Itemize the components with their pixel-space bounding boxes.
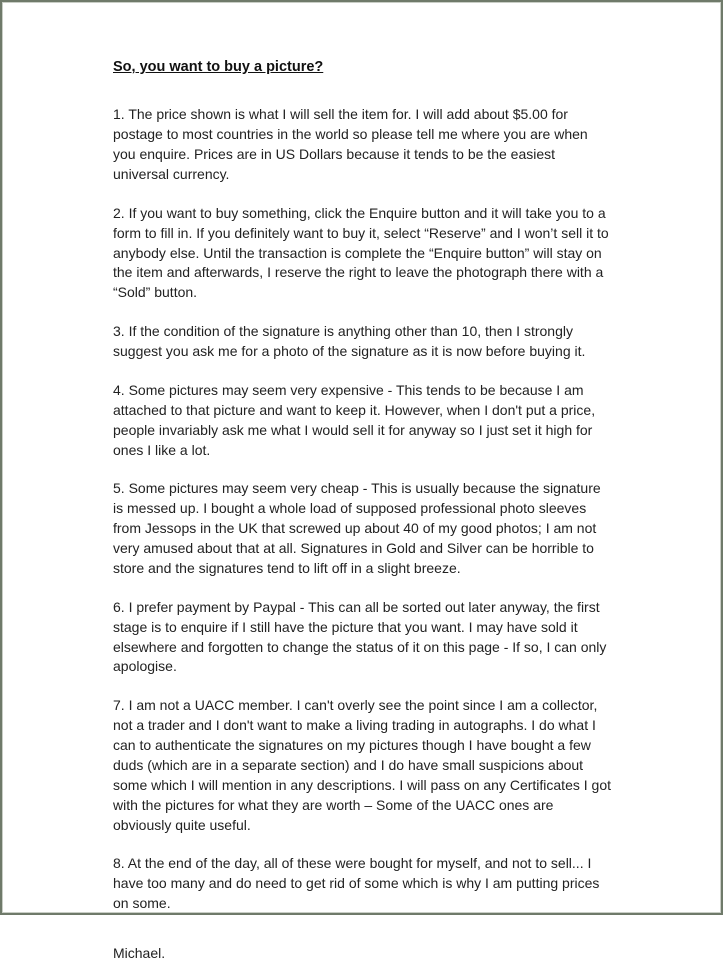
- signature-line: Michael.: [113, 945, 166, 962]
- paragraph-1: 1. The price shown is what I will sell the item for. I will add about $5.00 for postage to most countries in the world so please tell me where you are when you enquire. Prices are in US Dollars because it tends to be the easiest universal currency.: [113, 106, 588, 182]
- paragraph-5: 5. Some pictures may seem very cheap - This is usually because the signature is messed up. I bought a whole load of supposed professional photo sleeves from Jessops in the UK that screwed up about 40 of my good photos; I am not very amused about that at all. Signatures in Gold and Silver can be horrible to store and the signatures tend to lift off in a slight breeze.: [113, 480, 601, 576]
- paragraph-2: 2. If you want to buy something, click the Enquire button and it will take you to a form to fill in. If you definitely want to buy it, select “Reserve” and I won’t sell it to anybody else. Until the transaction is complete the “Enquire button” will stay on the item and afterwards, I reserve the right to leave the photograph there with a “Sold” button.: [113, 204, 609, 301]
- paragraph-7: 7. I am not a UACC member. I can't overly see the point since I am a collector, not a trader and I don't want to make a living trading in autographs. I do what I can to authenticate the signatures on my pictures though I have bought a few duds (which are in a separate section) and I do have small suspicions about some which I will mention in any descriptions. I will pass on any Certificates I got with the pictures for what they are worth – Some of the UACC ones are obviously quite useful.: [113, 697, 611, 833]
- document-body: [113, 105, 612, 964]
- document-page: [2, 2, 721, 962]
- paragraph-6: 6. I prefer payment by Paypal - This can all be sorted out later anyway, the first stage is to enquire if I still have the picture that you want. I may have sold it elsewhere and forgotten to change the status of it on this page - If so, I can only apologise.: [113, 598, 607, 675]
- paragraph-3: 3. If the condition of the signature is anything other than 10, then I strongly suggest you ask me for a photo of the signature as it is now before buying it.: [113, 323, 586, 360]
- paragraph-8: 8. At the end of the day, all of these were bought for myself, and not to sell... I have too many and do need to get rid of some which is why I am putting prices on some.: [113, 855, 600, 912]
- page-title: So, you want to buy a picture?: [113, 59, 324, 75]
- paragraph-4: 4. Some pictures may seem very expensive - This tends to be because I am attached to that picture and want to keep it. However, when I don't put a price, people invariably ask me what I would sell it for anyway so I just set it high for ones I like a lot.: [113, 381, 596, 458]
